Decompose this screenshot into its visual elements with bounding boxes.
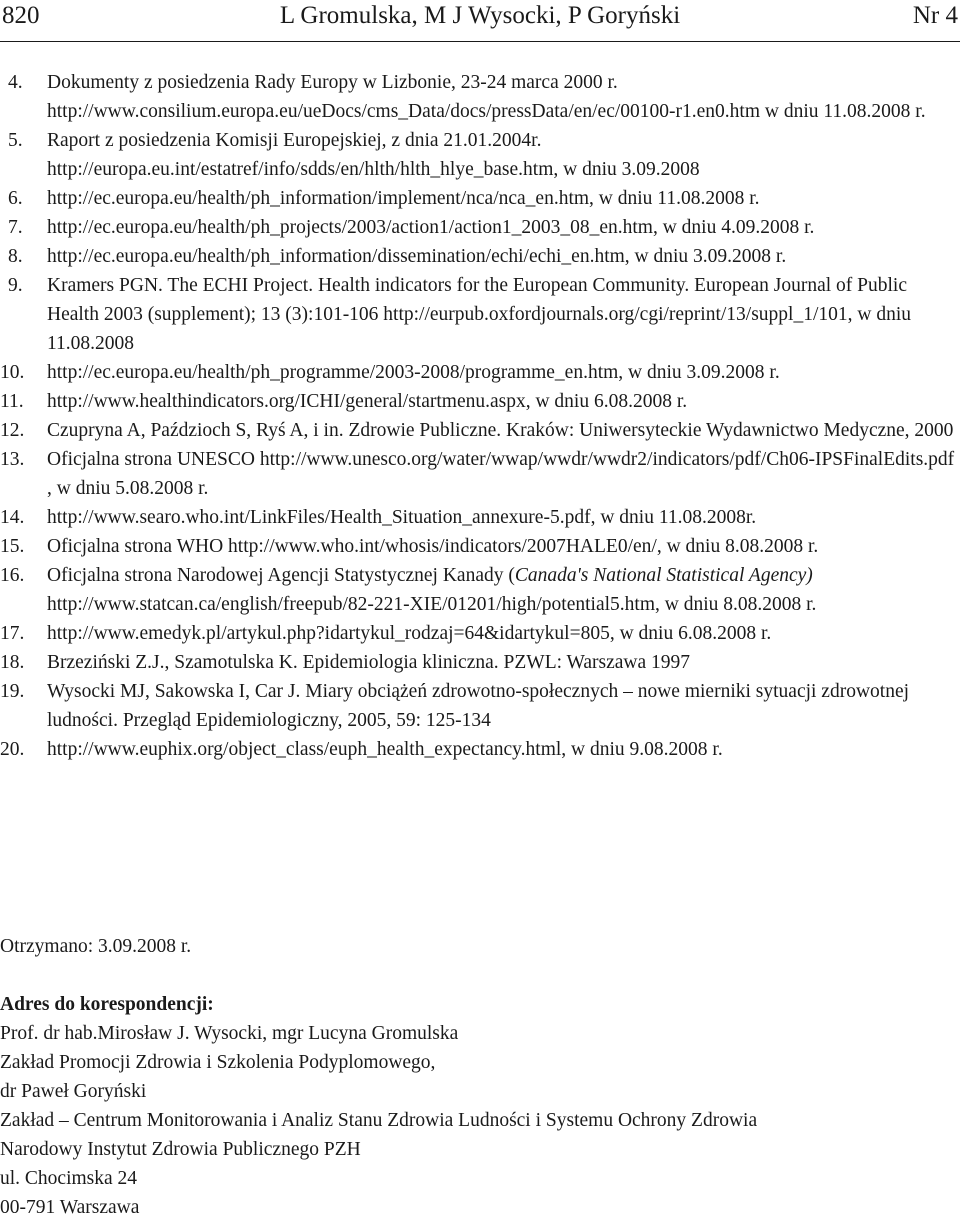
reference-number: 12. xyxy=(0,420,25,441)
reference-item xyxy=(0,68,960,126)
reference-number: 13. xyxy=(0,449,25,470)
address-line: Narodowy Instytut Zdrowia Publicznego PZH xyxy=(0,1139,361,1160)
reference-item xyxy=(0,445,960,503)
reference-number: 14. xyxy=(0,507,25,528)
address-line: Zakład – Centrum Monitorowania i Analiz Stanu Zdrowia Ludności i Systemu Ochrony Zdrowia xyxy=(0,1110,758,1131)
reference-number: 7. xyxy=(8,217,23,238)
reference-item xyxy=(0,619,960,648)
reference-item xyxy=(0,126,960,184)
header-rule xyxy=(0,41,960,42)
reference-item xyxy=(0,735,960,764)
reference-text: Oficjalna strona WHO http://www.who.int/whosis/indicators/2007HALE0/en/, w dniu 8.08.2008 r. xyxy=(47,536,819,557)
correspondence-address xyxy=(0,990,960,1222)
reference-text: Brzeziński Z.J., Szamotulska K. Epidemiologia kliniczna. PZWL: Warszawa 1997 xyxy=(47,652,691,673)
address-line: Zakład Promocji Zdrowia i Szkolenia Podyplomowego, xyxy=(0,1052,436,1073)
reference-item xyxy=(0,358,960,387)
reference-text: Dokumenty z posiedzenia Rady Europy w Lizbonie, 23-24 marca 2000 r. http://www.consilium.europa.eu/ueDocs/cms_Data/docs/pressData/en/ec/00100-r1.en0.htm w dniu 11.08.2008 r. xyxy=(47,72,926,122)
address-line: Prof. dr hab.Mirosław J. Wysocki, mgr Lucyna Gromulska xyxy=(0,1023,459,1044)
reference-text: http://ec.europa.eu/health/ph_projects/2003/action1/action1_2003_08_en.htm, w dniu 4.09.2008 r. xyxy=(47,217,815,238)
reference-number: 15. xyxy=(0,536,25,557)
reference-text: Oficjalna strona Narodowej Agencji Statystycznej Kanady (Canada's National Statistical Agency) http://www.statcan.ca/english/freepub/82-221-XIE/01201/high/potential5.htm, w dniu 8.08.2008 r. xyxy=(47,565,817,615)
reference-item xyxy=(0,416,960,445)
reference-item xyxy=(0,532,960,561)
reference-item xyxy=(0,271,960,358)
address-line: 00-791 Warszawa xyxy=(0,1197,140,1218)
reference-item xyxy=(0,213,960,242)
page-number: 820 xyxy=(2,2,40,29)
header-authors: L Gromulska, M J Wysocki, P Goryński xyxy=(279,2,681,29)
reference-number: 8. xyxy=(8,246,23,267)
reference-text: Czupryna A, Paździoch S, Ryś A, i in. Zdrowie Publiczne. Kraków: Uniwersyteckie Wydawnictwo Medyczne, 2000 xyxy=(47,420,954,441)
reference-list xyxy=(0,68,960,764)
reference-text: http://ec.europa.eu/health/ph_information/implement/nca/nca_en.htm, w dniu 11.08.2008 r. xyxy=(47,188,760,209)
address-line: ul. Chocimska 24 xyxy=(0,1168,138,1189)
correspondence-title: Adres do korespondencji: xyxy=(0,994,214,1015)
reference-text: Raport z posiedzenia Komisji Europejskiej, z dnia 21.01.2004r. http://europa.eu.int/estatref/info/sdds/en/hlth/hlth_hlye_base.htm, w dniu 3.09.2008 xyxy=(47,130,700,180)
reference-item xyxy=(0,677,960,735)
reference-item xyxy=(0,561,960,619)
received-date: Otrzymano: 3.09.2008 r. xyxy=(0,936,192,957)
reference-item xyxy=(0,503,960,532)
reference-text: http://www.healthindicators.org/ICHI/general/startmenu.aspx, w dniu 6.08.2008 r. xyxy=(47,391,688,412)
reference-number: 17. xyxy=(0,623,25,644)
reference-item xyxy=(0,648,960,677)
reference-item xyxy=(0,387,960,416)
reference-number: 11. xyxy=(0,391,24,412)
reference-text: Oficjalna strona UNESCO http://www.unesco.org/water/wwap/wwdr/wwdr2/indicators/pdf/Ch06-IPSFinalEdits.pdf , w dniu 5.08.2008 r. xyxy=(47,449,955,499)
reference-number: 10. xyxy=(0,362,25,383)
reference-item xyxy=(0,242,960,271)
reference-number: 19. xyxy=(0,681,25,702)
reference-number: 9. xyxy=(8,275,23,296)
reference-number: 20. xyxy=(0,739,25,760)
reference-text: http://ec.europa.eu/health/ph_programme/2003-2008/programme_en.htm, w dniu 3.09.2008 r. xyxy=(47,362,780,383)
reference-number: 5. xyxy=(8,130,23,151)
running-header xyxy=(0,0,960,40)
reference-text: Wysocki MJ, Sakowska I, Car J. Miary obciążeń zdrowotno-społecznych – nowe mierniki sytuacji zdrowotnej ludności. Przegląd Epidemiologiczny, 2005, 59: 125-134 xyxy=(47,681,910,731)
reference-italic-text: Canada's National Statistical Agency) xyxy=(514,565,813,586)
reference-number: 6. xyxy=(8,188,23,209)
reference-number: 4. xyxy=(8,72,23,93)
reference-number: 16. xyxy=(0,565,25,586)
reference-text: http://www.emedyk.pl/artykul.php?idartykul_rodzaj=64&idartykul=805, w dniu 6.08.2008 r. xyxy=(47,623,772,644)
reference-text: http://www.searo.who.int/LinkFiles/Health_Situation_annexure-5.pdf, w dniu 11.08.2008r. xyxy=(47,507,757,528)
reference-text: http://www.euphix.org/object_class/euph_health_expectancy.html, w dniu 9.08.2008 r. xyxy=(47,739,723,760)
reference-item xyxy=(0,184,960,213)
address-line: dr Paweł Goryński xyxy=(0,1081,147,1102)
reference-text: http://ec.europa.eu/health/ph_information/dissemination/echi/echi_en.htm, w dniu 3.09.2008 r. xyxy=(47,246,787,267)
reference-text: Kramers PGN. The ECHI Project. Health indicators for the European Community. European Journal of Public Health 2003 (supplement); 13 (3):101-106 http://eurpub.oxfordjournals.org/cgi/reprint/13/suppl_1/101, w dniu 11.08.2008 xyxy=(47,275,912,354)
reference-number: 18. xyxy=(0,652,25,673)
issue-number: Nr 4 xyxy=(912,2,958,29)
